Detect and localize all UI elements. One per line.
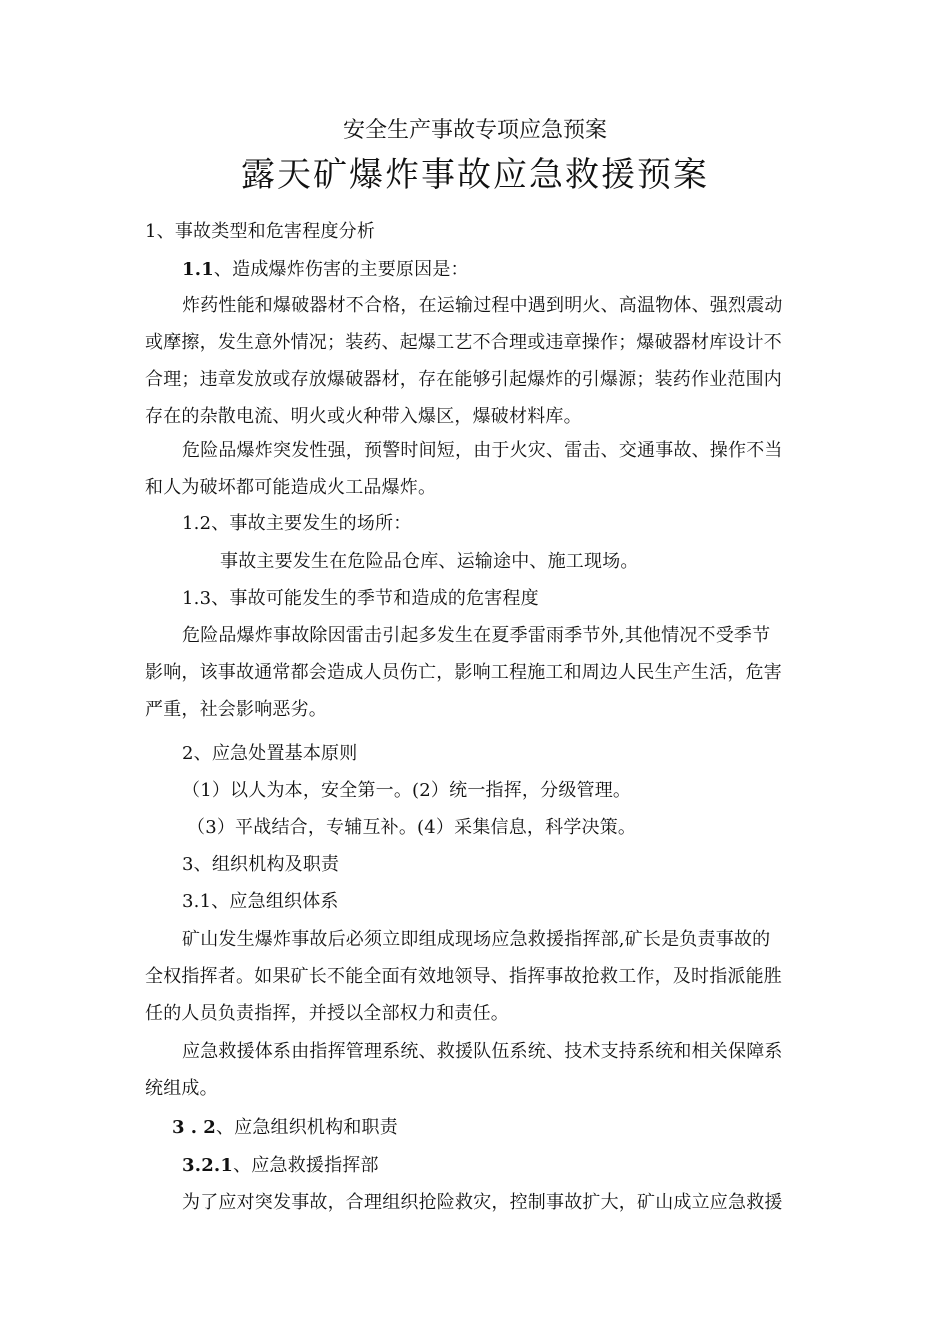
section-1-heading: 1、事故类型和危害程度分析 xyxy=(145,221,376,242)
section-3-2-dot: . xyxy=(190,1117,198,1138)
paragraph-line: 存在的杂散电流、明火或火种带入爆区，爆破材料库。 xyxy=(145,406,582,427)
paragraph-line: 应急救援体系由指挥管理系统、救援队伍系统、技术支持系统和相关保障系 xyxy=(182,1041,783,1062)
paragraph-line: 严重，社会影响恶劣。 xyxy=(145,699,327,720)
paragraph-line: 合理；违章发放或存放爆破器材，存在能够引起爆炸的引爆源；装药作业范围内 xyxy=(145,369,782,390)
principle-line: （3）平战结合，专辅互补。(4）采集信息，科学决策。 xyxy=(187,817,637,838)
section-3-2-1-heading xyxy=(182,1156,379,1176)
paragraph-line: 危险品爆炸事故除因雷击引起多发生在夏季雷雨季节外,其他情况不受季节 xyxy=(182,625,771,646)
paragraph-line: 矿山发生爆炸事故后必须立即组成现场应急救援指挥部,矿长是负责事故的 xyxy=(182,929,771,950)
section-2-heading: 2、应急处置基本原则 xyxy=(182,743,358,764)
section-3-1-heading: 3.1、应急组织体系 xyxy=(182,891,339,912)
principle-line: （1）以人为本，安全第一。(2）统一指挥，分级管理。 xyxy=(182,780,632,801)
paragraph-line: 或摩擦，发生意外情况；装药、起爆工艺不合理或违章操作；爆破器材库设计不 xyxy=(145,332,782,353)
paragraph-line: 危险品爆炸突发性强，预警时间短，由于火灾、雷击、交通事故、操作不当 xyxy=(182,440,783,461)
paragraph-line: 为了应对突发事故，合理组织抢险救灾，控制事故扩大，矿山成立应急救援 xyxy=(182,1192,783,1213)
paragraph-line: 全权指挥者。如果矿长不能全面有效地领导、指挥事故抢救工作，及时指派能胜 xyxy=(145,966,782,987)
section-3-2-number-a: 3 xyxy=(172,1117,185,1138)
paragraph-line: 统组成。 xyxy=(145,1078,218,1099)
section-1-1-heading xyxy=(182,260,469,280)
section-3-heading: 3、组织机构及职责 xyxy=(182,854,340,875)
section-3-2-number-b: 2 xyxy=(203,1117,216,1138)
paragraph-line: 影响，该事故通常都会造成人员伤亡，影响工程施工和周边人民生产生活，危害 xyxy=(145,662,782,683)
section-1-2-heading: 1.2、事故主要发生的场所： xyxy=(182,513,412,534)
paragraph-line: 任的人员负责指挥，并授以全部权力和责任。 xyxy=(145,1003,509,1024)
paragraph-line: 和人为破坏都可能造成火工品爆炸。 xyxy=(145,477,437,498)
doc-title-main: 露天矿爆炸事故应急救援预案 xyxy=(241,155,709,195)
section-1-1-number: 1.1 xyxy=(182,259,214,280)
paragraph-line: 炸药性能和爆破器材不合格，在运输过程中遇到明火、高温物体、强烈震动 xyxy=(182,295,783,316)
section-3-2-heading xyxy=(172,1118,398,1138)
section-1-3-heading: 1.3、事故可能发生的季节和造成的危害程度 xyxy=(182,588,539,609)
section-1-1-text: 、造成爆炸伤害的主要原因是： xyxy=(213,259,469,280)
doc-title-primary: 安全生产事故专项应急预案 xyxy=(342,118,607,143)
section-3-2-1-text: 、应急救援指挥部 xyxy=(233,1155,379,1176)
section-3-2-text: 、应急组织机构和职责 xyxy=(215,1117,398,1138)
paragraph-line: 事故主要发生在危险品仓库、运输途中、施工现场。 xyxy=(220,551,639,572)
section-3-2-1-number: 3.2.1 xyxy=(182,1155,234,1176)
